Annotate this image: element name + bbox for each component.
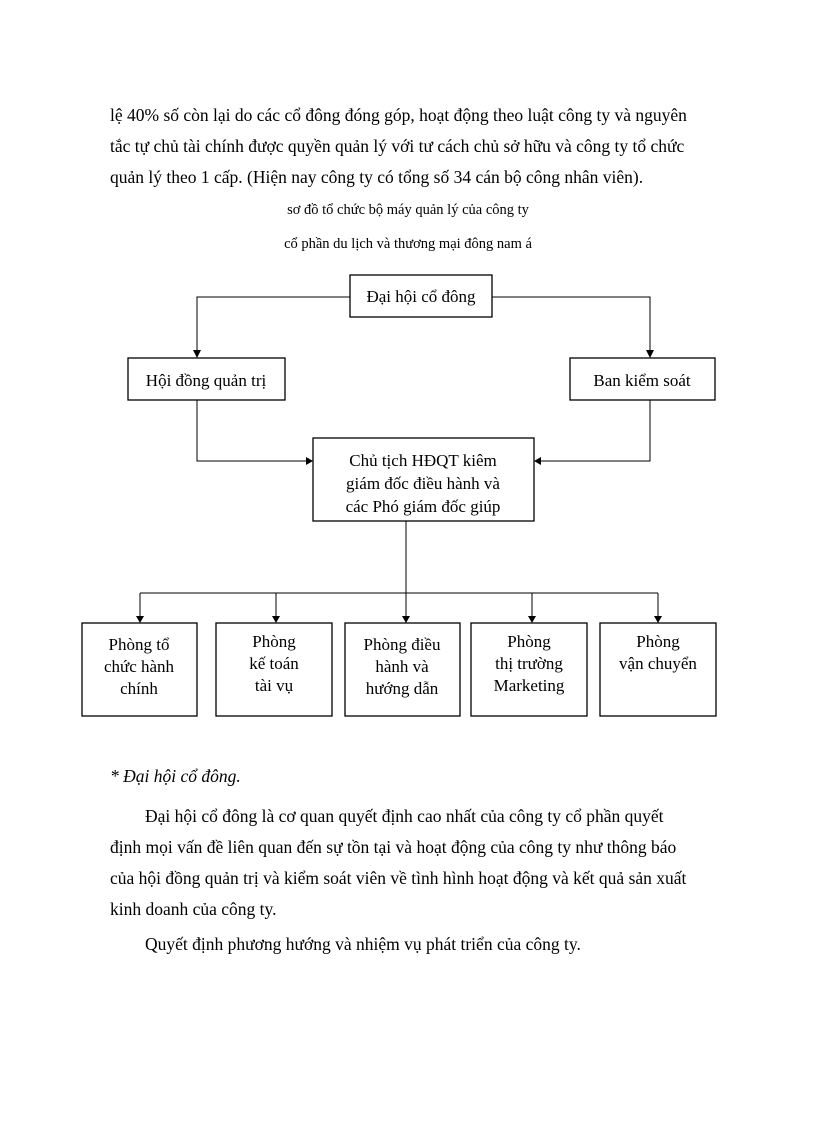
box-director-line: Chủ tịch HĐQT kiêm [349,451,497,470]
section-line: kinh doanh của công ty. [110,899,277,919]
intro-line: lệ 40% số còn lại do các cổ đông đóng góp, hoạt động theo luật công ty và nguyên [110,105,687,125]
dept-label-line: Marketing [493,676,565,695]
arrowhead [534,457,541,465]
section-paragraph [110,801,720,925]
edge-board-director [197,400,307,461]
box-chairman-director [313,438,534,521]
edge-agm-board [197,297,350,352]
diagram-caption-line-1: sơ đồ tổ chức bộ máy quản lý của công ty [287,202,529,218]
arrowhead [136,616,144,623]
box-dept-organization [82,623,197,716]
box-dept-operations [345,623,460,716]
box-director-line: các Phó giám đốc giúp [345,497,501,516]
arrowhead [402,616,410,623]
section-line: định mọi vấn đề liên quan đến sự tồn tại và hoạt động của công ty như thông báo [110,837,677,857]
edge-control-director [540,400,650,461]
box-board-of-directors [128,358,285,400]
box-general-meeting-label: Đại hội cổ đông [366,287,476,306]
box-general-meeting [350,275,492,317]
arrowhead [306,457,313,465]
dept-label-line: Phòng điều [363,635,441,654]
box-director-line: giám đốc điều hành và [346,474,500,493]
box-board-label: Hội đồng quản trị [145,371,267,390]
arrowhead [646,350,654,358]
dept-label-line: chính [120,679,158,698]
box-dept-accounting [216,623,332,716]
arrowhead [193,350,201,358]
section-line: của hội đồng quản trị và kiểm soát viên về tình hình hoạt động và kết quả sản xuất [110,868,687,888]
box-supervisory-label: Ban kiểm soát [593,371,691,390]
dept-label-line: hướng dẫn [365,679,439,698]
dept-label-line: vận chuyển [619,654,697,673]
arrowhead [654,616,662,623]
dept-label-line: Phòng [507,632,551,651]
section-line: Đại hội cổ đông là cơ quan quyết định cao nhất của công ty cổ phần quyết [145,806,664,826]
box-supervisory-board [570,358,715,400]
dept-label-line: Phòng [636,632,680,651]
intro-line: quản lý theo 1 cấp. (Hiện nay công ty có tổng số 34 cán bộ công nhân viên). [110,167,644,187]
dept-label-line: kế toán [249,654,299,673]
dept-label-line: chức hành [103,657,175,676]
section-heading: * Đại hội cổ đông. [110,766,241,786]
dept-label-line: tài vụ [254,676,294,695]
diagram-caption-line-2: cổ phần du lịch và thương mại đông nam á [284,236,532,252]
dept-label-line: Phòng tổ [108,635,170,654]
edge-agm-control [492,297,650,352]
dept-label-line: Phòng [252,632,296,651]
dept-label-line: hành và [375,657,429,676]
box-dept-transport [600,623,716,716]
arrowhead [528,616,536,623]
section-paragraph-2: Quyết định phương hướng và nhiệm vụ phát triển của công ty. [145,934,581,954]
arrowhead [272,616,280,623]
intro-line: tắc tự chủ tài chính được quyền quản lý với tư cách chủ sở hữu và công ty tổ chức [110,136,685,156]
box-dept-marketing [471,623,587,716]
dept-label-line: thị trường [495,654,563,673]
